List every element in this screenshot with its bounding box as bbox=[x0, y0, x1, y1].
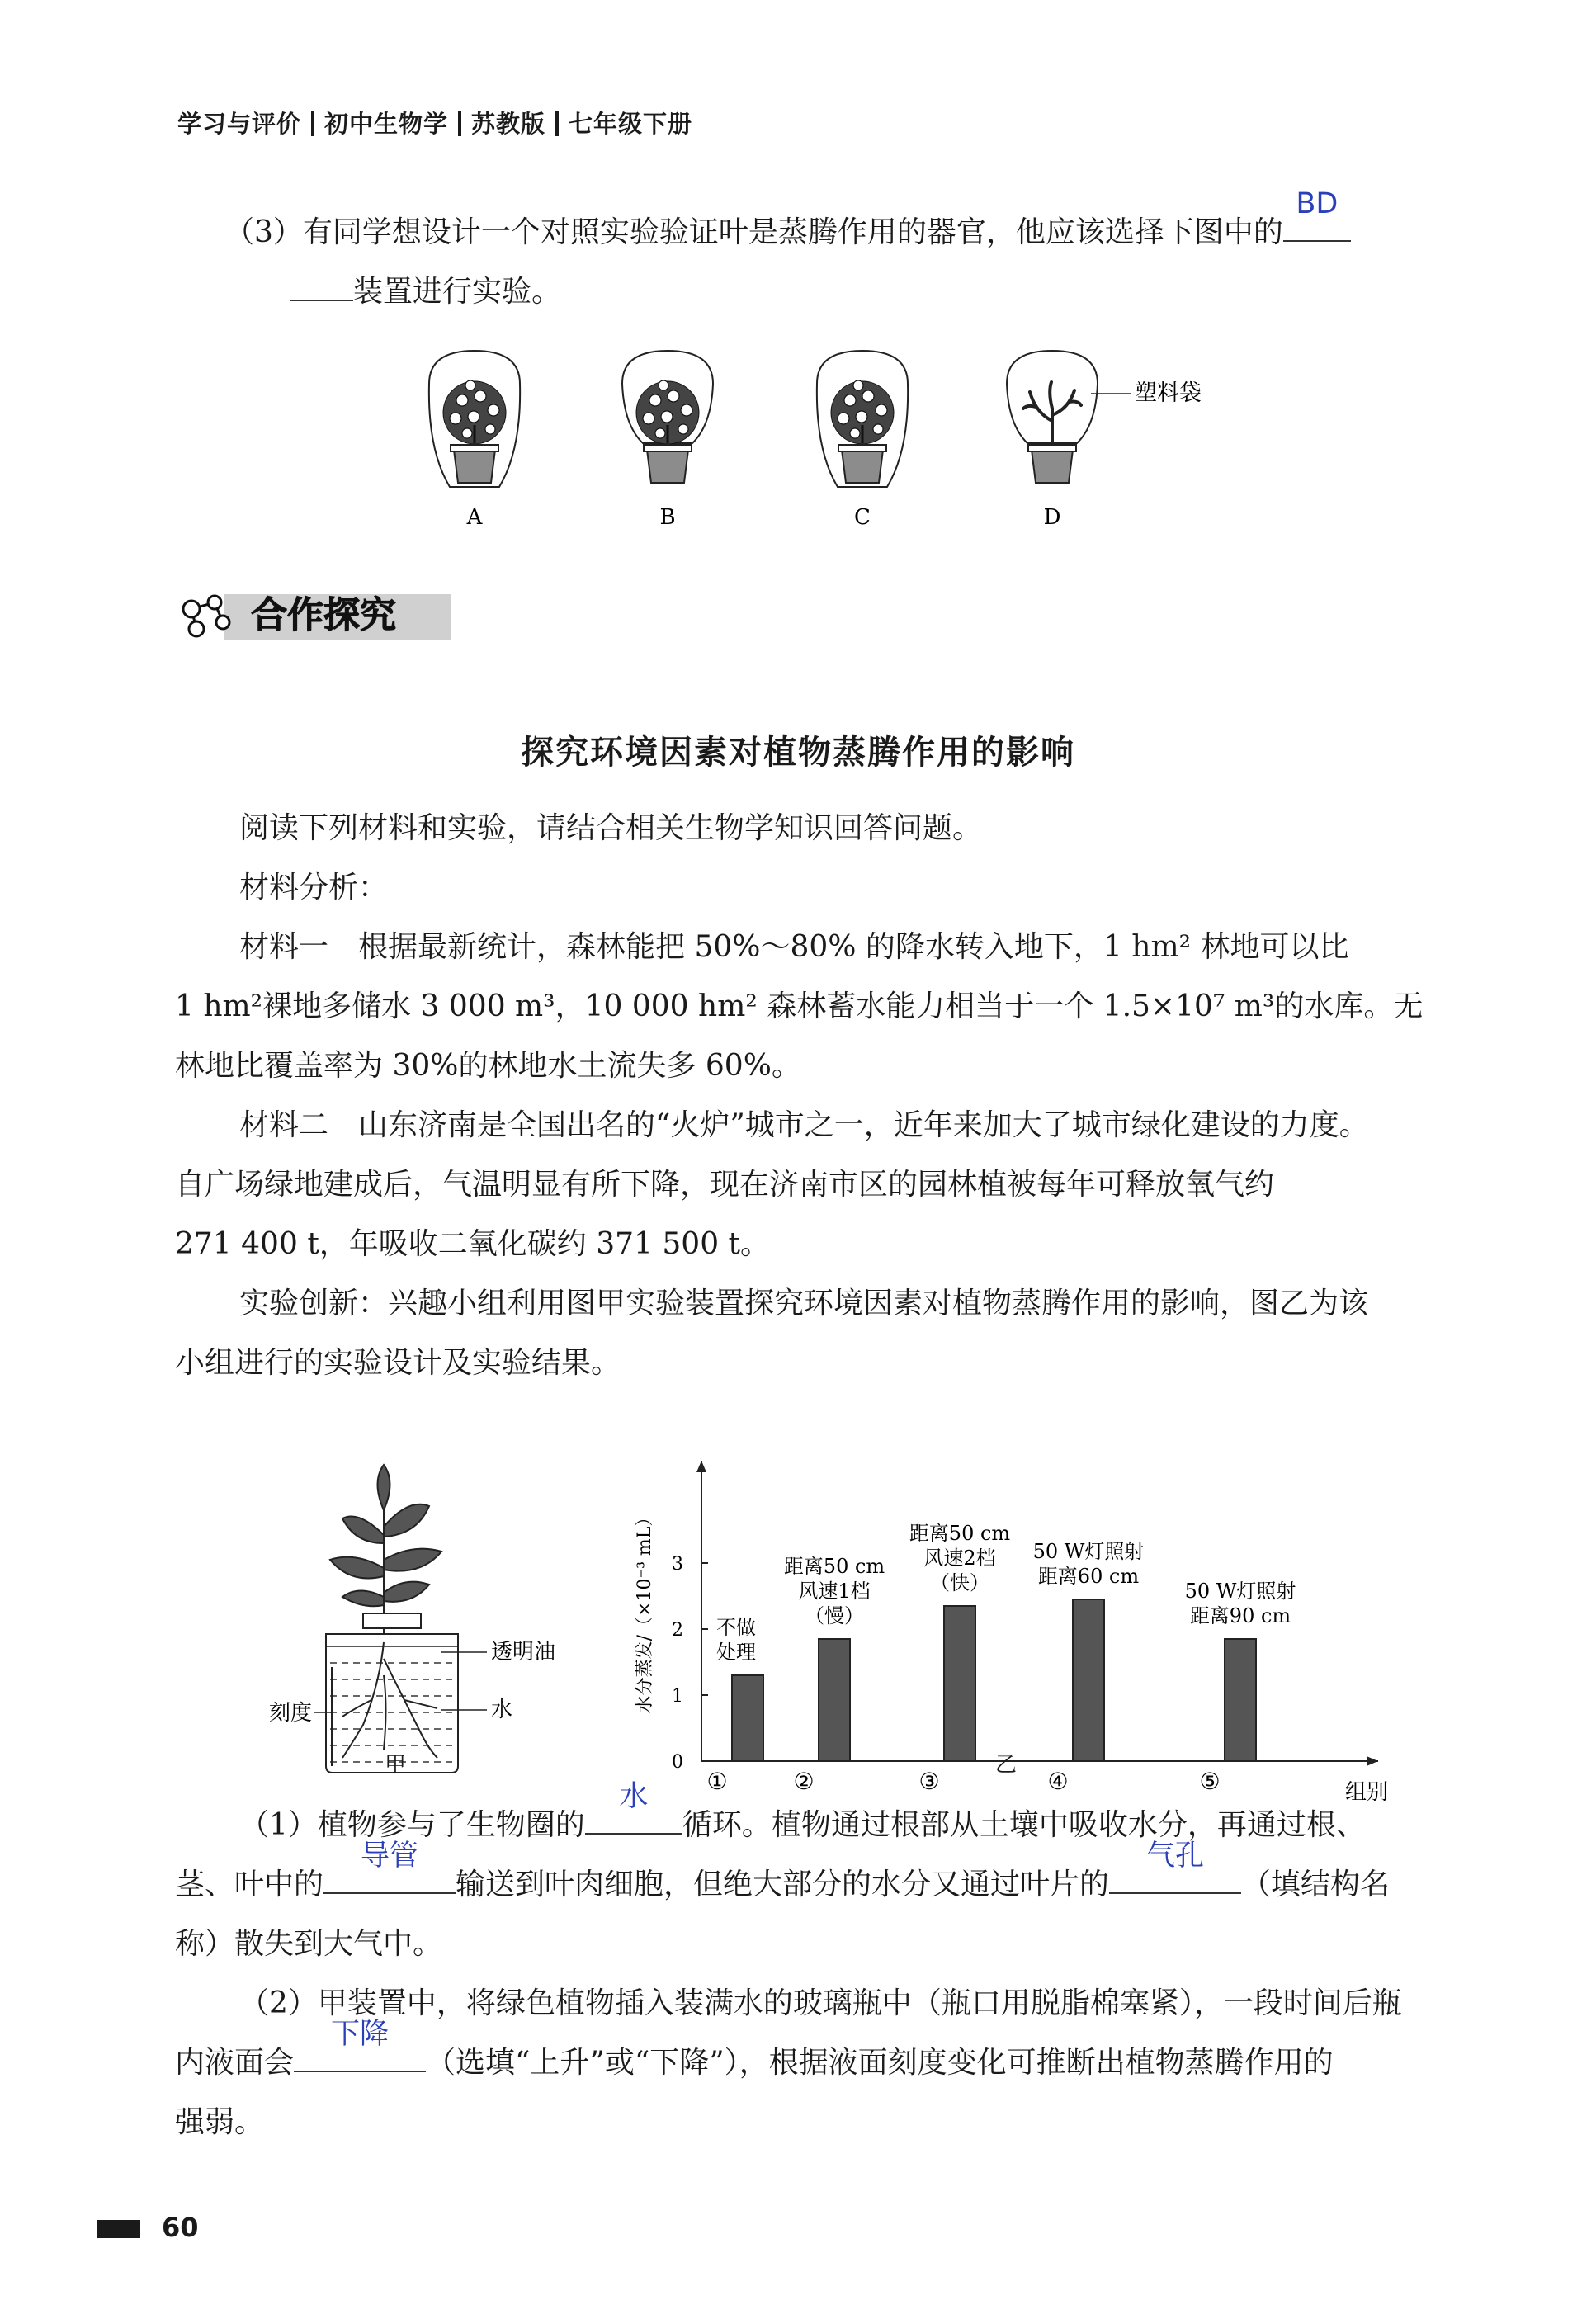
q1-answer-3: 气孔 bbox=[1146, 1840, 1205, 1873]
material-1-line: 1 hm²裸地多储水 3 000 m³，10 000 hm² 森林蓄水能力相当于一个 1.5×10⁷ m³的水库。无 bbox=[175, 989, 1424, 1023]
bar-annotation: 50 W灯照射 bbox=[1032, 1540, 1145, 1563]
bar-annotation: 距离90 cm bbox=[1189, 1604, 1291, 1627]
bar bbox=[1073, 1599, 1104, 1761]
y-axis-label: 水分蒸发/（×10⁻³ mL） bbox=[635, 1508, 655, 1714]
category-label: ② bbox=[793, 1768, 815, 1795]
bar-annotation: （快） bbox=[930, 1571, 989, 1594]
header-separator bbox=[458, 111, 461, 136]
header-part: 初中生物学 bbox=[324, 110, 449, 138]
q1-text: 称）散失到大气中。 bbox=[175, 1927, 443, 1961]
header-separator bbox=[555, 111, 559, 136]
topic-title: 探究环境因素对植物蒸腾作用的影响 bbox=[521, 734, 1075, 772]
x-axis-arrow bbox=[1367, 1756, 1378, 1766]
bar-annotation: 不做 bbox=[716, 1616, 756, 1639]
q1-blank-3 bbox=[1109, 1840, 1241, 1894]
category-label: ⑤ bbox=[1199, 1768, 1221, 1795]
plant-label-c: C bbox=[854, 505, 871, 530]
q2-blank bbox=[294, 2018, 426, 2072]
bar-annotation: 距离60 cm bbox=[1037, 1565, 1140, 1588]
header-part: 七年级下册 bbox=[569, 110, 693, 138]
plant-label-b: B bbox=[659, 505, 676, 530]
q2-text: 强弱。 bbox=[175, 2105, 265, 2139]
page-number: 60 bbox=[162, 2212, 199, 2243]
water-label: 水 bbox=[491, 1698, 513, 1722]
q3-answer-blank bbox=[1283, 187, 1351, 242]
q3-text-b: 装置进行实验。 bbox=[353, 275, 562, 309]
material-2-line: 271 400 t，年吸收二氧化碳约 371 500 t。 bbox=[175, 1227, 771, 1261]
scale-label: 刻度 bbox=[269, 1701, 313, 1726]
q1-blank-1 bbox=[585, 1780, 682, 1835]
q1-answer-1: 水 bbox=[619, 1780, 649, 1813]
material-1-line: 林地比覆盖率为 30%的林地水土流失多 60%。 bbox=[175, 1049, 801, 1083]
q1-answer-2: 导管 bbox=[361, 1840, 419, 1873]
molecule-icon bbox=[183, 596, 229, 636]
bar-annotation: （慢） bbox=[805, 1604, 864, 1627]
plant-b-illustration bbox=[622, 351, 713, 483]
apparatus-caption: 甲 bbox=[385, 1753, 407, 1778]
q2-text: （2）甲装置中，将绿色植物插入装满水的玻璃瓶中（瓶口用脱脂棉塞紧），一段时间后瓶 bbox=[239, 1986, 1402, 2020]
q3-blank-cont bbox=[290, 267, 353, 301]
experiment-line: 实验创新：兴趣小组利用图甲实验装置探究环境因素对植物蒸腾作用的影响，图乙为该 bbox=[239, 1287, 1369, 1320]
category-label: ① bbox=[706, 1768, 728, 1795]
header-separator bbox=[311, 111, 314, 136]
question-3-cont bbox=[290, 262, 1446, 322]
material-1-line: 材料一 根据最新统计，森林能把 50%～80% 的降水转入地下，1 hm² 林地可以比 bbox=[239, 930, 1349, 964]
x-axis-label: 组别 bbox=[1345, 1780, 1389, 1805]
bar bbox=[819, 1639, 850, 1761]
intro-line: 阅读下列材料和实验，请结合相关生物学知识回答问题。 bbox=[239, 811, 983, 845]
bar bbox=[944, 1606, 975, 1761]
bar bbox=[1225, 1639, 1256, 1761]
question-1-line-2 bbox=[175, 1840, 1495, 1915]
material-2-line: 材料二 山东济南是全国出名的“火炉”城市之一，近年来加大了城市绿化建设的力度。 bbox=[239, 1108, 1369, 1142]
bar-annotation: 距离50 cm bbox=[783, 1555, 885, 1578]
bar-annotation: 50 W灯照射 bbox=[1184, 1580, 1296, 1603]
q3-answer: BD bbox=[1296, 187, 1339, 220]
q1-blank-2 bbox=[323, 1840, 456, 1894]
bar-annotation: 距离50 cm bbox=[909, 1522, 1011, 1545]
page-marker bbox=[97, 2220, 140, 2238]
experiment-line: 小组进行的实验设计及实验结果。 bbox=[175, 1346, 621, 1380]
y-tick-label: 2 bbox=[672, 1620, 683, 1641]
q1-text: （1）植物参与了生物圈的 bbox=[239, 1808, 585, 1842]
q2-text: （选填“上升”或“下降”），根据液面刻度变化可推断出植物蒸腾作用的 bbox=[426, 2046, 1334, 2080]
section-heading bbox=[175, 586, 456, 645]
running-header bbox=[177, 106, 692, 139]
material-2-line: 自广场绿地建成后，气温明显有所下降，现在济南市区的园林植被每年可释放氧气约 bbox=[175, 1168, 1275, 1202]
plant-label-a: A bbox=[466, 505, 483, 530]
q3-text: （3）有同学想设计一个对照实验验证叶是蒸腾作用的器官，他应该选择下图中的 bbox=[224, 215, 1283, 249]
section-title: 合作探究 bbox=[251, 594, 396, 636]
y-axis-arrow bbox=[696, 1461, 706, 1472]
header-part: 学习与评价 bbox=[177, 110, 302, 138]
q1-text: （填结构名 bbox=[1241, 1868, 1391, 1901]
q2-text: 内液面会 bbox=[175, 2046, 295, 2080]
plants-figure bbox=[421, 351, 1230, 541]
apparatus-figure bbox=[264, 1461, 578, 1791]
y-tick-label: 3 bbox=[672, 1554, 683, 1575]
y-tick-label: 1 bbox=[672, 1686, 683, 1707]
plant-label-d: D bbox=[1043, 505, 1061, 530]
bar-annotation: 风速1档 bbox=[798, 1580, 871, 1603]
y-tick-label: 0 bbox=[672, 1752, 683, 1773]
plant-c-illustration bbox=[817, 351, 908, 487]
question-2-line-2 bbox=[175, 2018, 1495, 2093]
plant-a-illustration bbox=[429, 351, 520, 487]
bar-annotation: 处理 bbox=[716, 1641, 756, 1664]
q2-answer: 下降 bbox=[331, 2018, 390, 2051]
header-part: 苏教版 bbox=[471, 110, 546, 138]
q1-text: 循环。植物通过根部从土壤中吸收水分，再通过根、 bbox=[682, 1808, 1366, 1842]
oil-label: 透明油 bbox=[491, 1640, 556, 1665]
q1-text: 茎、叶中的 bbox=[175, 1868, 324, 1901]
bag-label: 塑料袋 bbox=[1135, 380, 1202, 406]
bar-annotation: 风速2档 bbox=[923, 1547, 996, 1570]
category-label: ③ bbox=[918, 1768, 940, 1795]
chart-caption: 乙 bbox=[995, 1753, 1018, 1778]
q1-text: 输送到叶肉细胞，但绝大部分的水分又通过叶片的 bbox=[456, 1868, 1110, 1901]
question-3 bbox=[224, 187, 1479, 262]
bar-chart bbox=[627, 1428, 1419, 1805]
plant-d-illustration bbox=[1007, 351, 1131, 483]
bar bbox=[732, 1675, 763, 1761]
intro-line: 材料分析： bbox=[239, 871, 389, 904]
category-label: ④ bbox=[1047, 1768, 1069, 1795]
